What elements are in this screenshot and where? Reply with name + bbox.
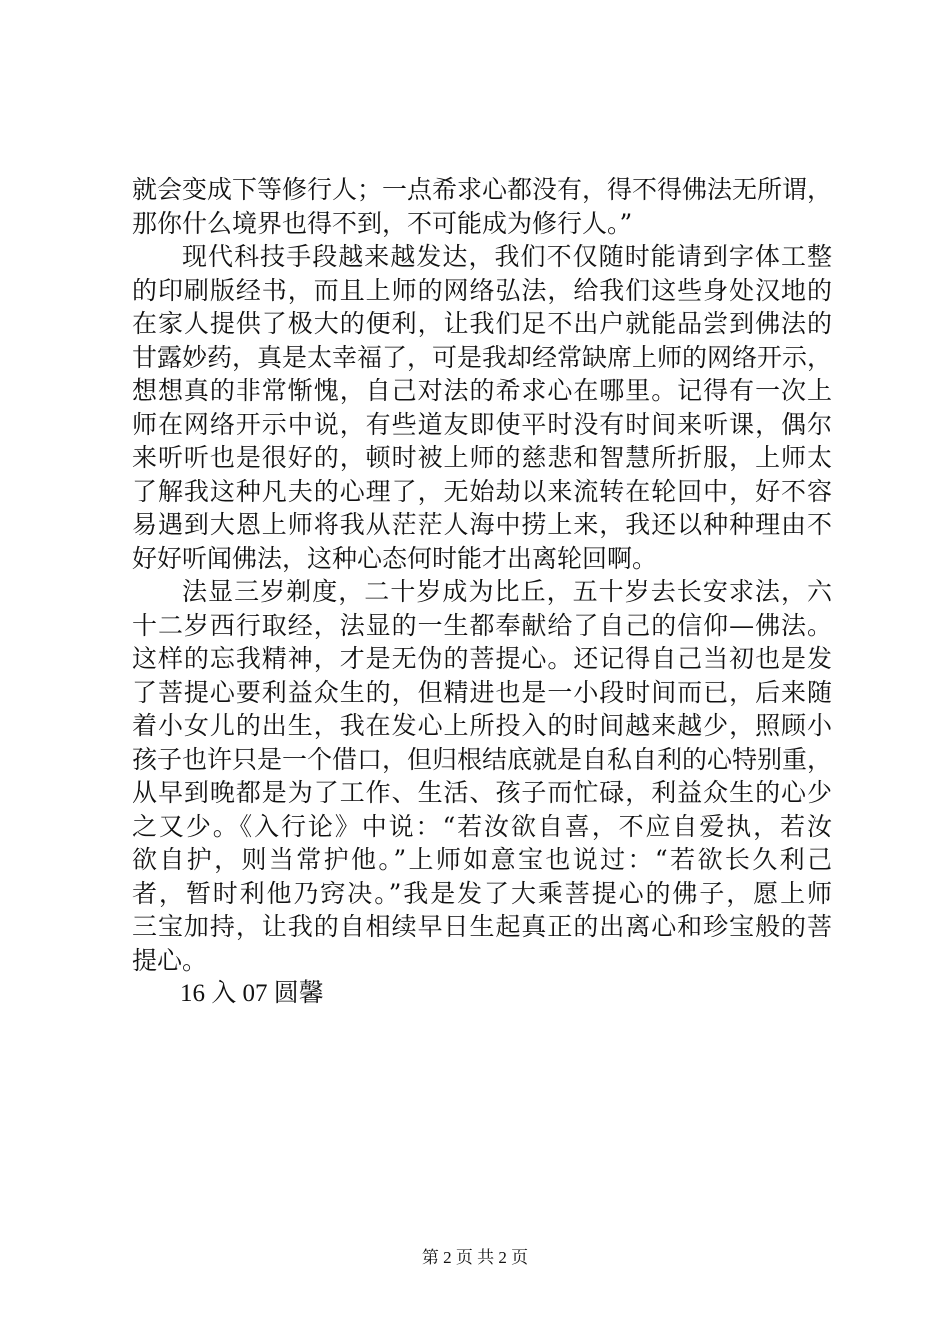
text-line: 那你什么境界也得不到，不可能成为修行人。” <box>132 208 633 238</box>
paragraph-start-line: 现代科技手段越来越发达，我们不仅随时能请到字体工整 <box>182 242 832 271</box>
text-line: 提心。 <box>132 945 208 975</box>
text-line: 师在网络开示中说，有些道友即使平时没有时间来听课，偶尔 <box>132 409 832 439</box>
text-line: 想想真的非常惭愧，自己对法的希求心在哪里。记得有一次上 <box>132 376 832 405</box>
paragraph-start-line: 法显三岁剃度，二十岁成为比丘，五十岁去长安求法，六 <box>182 577 832 606</box>
text-line: 这样的忘我精神，才是无伪的菩提心。还记得自己当初也是发 <box>132 644 832 673</box>
text-line: 就会变成下等修行人；一点希求心都没有，得不得佛法无所谓， <box>132 175 833 204</box>
page-footer <box>0 1243 950 1268</box>
text-line: 之又少。《入行论》中说：“若汝欲自喜，不应自爱执，若汝 <box>132 811 832 841</box>
text-line: 三宝加持，让我的自相续早日生起真正的出离心和珍宝般的菩 <box>132 912 832 941</box>
text-line: 从早到晚都是为了工作、生活、孩子而忙碌，利益众生的心少 <box>132 778 832 807</box>
text-line: 来听听也是很好的，顿时被上师的慈悲和智慧所折服，上师太 <box>132 443 832 472</box>
text-line: 孩子也许只是一个借口，但归根结底就是自私自利的心特别重， <box>132 744 833 774</box>
page-indicator: 第 2 页 共 2 页 <box>421 1248 529 1267</box>
body-text <box>132 173 832 1011</box>
text-line: 在家人提供了极大的便利，让我们足不出户就能品尝到佛法的 <box>132 309 832 338</box>
text-line: 了解我这种凡夫的心理了，无始劫以来流转在轮回中，好不容 <box>132 476 832 506</box>
text-line: 十二岁西行取经，法显的一生都奉献给了自己的信仰—佛法。 <box>132 610 832 640</box>
text-line: 了菩提心要利益众生的，但精进也是一小段时间而已，后来随 <box>132 677 832 707</box>
text-line: 的印刷版经书，而且上师的网络弘法，给我们这些身处汉地的 <box>132 275 832 305</box>
text-line: 者，暂时利他乃窍决。”我是发了大乘菩提心的佛子，愿上师 <box>132 878 832 908</box>
text-line: 着小女儿的出生，我在发心上所投入的时间越来越少，照顾小 <box>132 711 832 740</box>
text-line: 易遇到大恩上师将我从茫茫人海中捞上来，我还以种种理由不 <box>132 510 832 539</box>
text-line: 欲自护，则当常护他。”上师如意宝也说过：“若欲长久利己 <box>132 845 832 874</box>
text-line: 好好听闻佛法，这种心态何时能才出离轮回啊。 <box>132 543 658 573</box>
author-signature: 16 入 07 圆馨 <box>180 980 324 1007</box>
text-line: 甘露妙药，真是太幸福了，可是我却经常缺席上师的网络开示， <box>132 342 833 372</box>
